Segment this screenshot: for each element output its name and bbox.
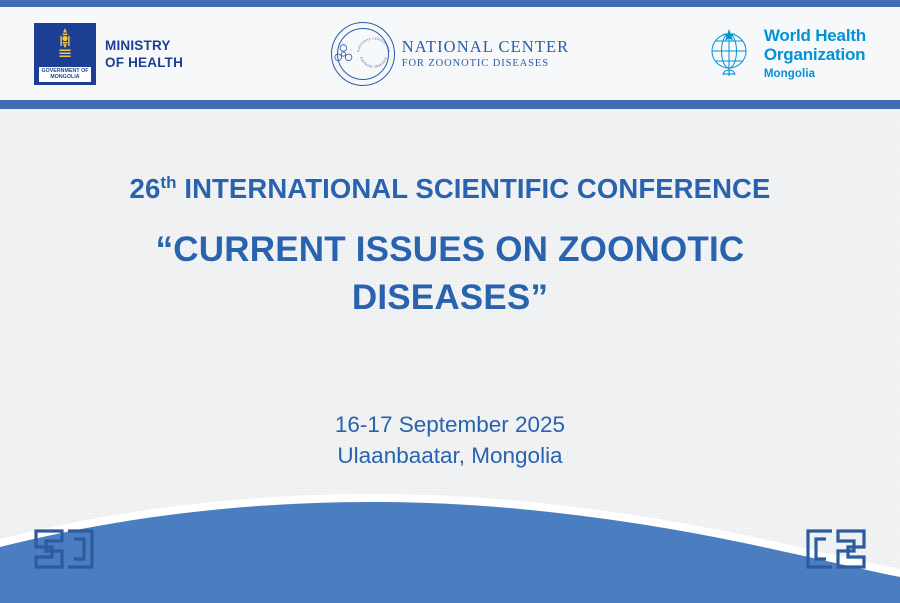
ministry-label-line2: OF HEALTH	[105, 54, 184, 70]
ministry-label-line1: MINISTRY	[105, 37, 171, 53]
conference-ordinal: 26	[129, 173, 161, 204]
mongolia-state-emblem-icon	[34, 23, 96, 85]
header-divider-bar	[0, 100, 900, 109]
mongolian-knot-icon-right	[800, 521, 878, 577]
conference-title-line	[0, 172, 900, 206]
biohazard-icon	[332, 36, 355, 72]
svg-text:NATIONAL CENTER FOR: NATIONAL CENTER FOR	[356, 35, 392, 53]
event-location: Ulaanbaatar, Mongolia	[337, 443, 563, 468]
logo-world-health-organization	[589, 27, 900, 81]
ncz-label-line2: FOR ZOONOTIC DISEASES	[401, 58, 549, 70]
soyombo-icon	[55, 27, 75, 65]
emblem-caption	[39, 67, 91, 82]
conference-ordinal-suffix: th	[160, 172, 177, 192]
who-label-line1: World Health	[763, 26, 866, 45]
who-label-line3: Mongolia	[763, 68, 816, 80]
logo-ministry-of-health	[0, 23, 311, 85]
conference-title-text: INTERNATIONAL SCIENTIFIC CONFERENCE	[176, 173, 771, 204]
svg-text:ZOONOTIC DISEASES: ZOONOTIC DISEASES	[359, 55, 389, 69]
who-emblem-icon	[702, 27, 756, 81]
footer-wave-decoration	[0, 443, 900, 603]
header-logo-bar	[0, 7, 900, 100]
event-date: 16-17 September 2025	[334, 412, 566, 437]
ncz-label-line1: NATIONAL CENTER	[401, 36, 570, 56]
emblem-caption-line1: GOVERNMENT OF	[41, 67, 89, 74]
conference-theme: “CURRENT ISSUES ON ZOONOTIC DISEASES”	[155, 230, 745, 317]
who-label-line2: Organization	[763, 44, 866, 64]
top-accent-bar	[0, 0, 900, 7]
ncz-seal-ring-text	[354, 23, 393, 85]
ncz-seal-icon	[331, 22, 395, 86]
emblem-caption-line2: MONGOLIA	[50, 74, 80, 80]
title-block	[0, 172, 900, 322]
ministry-of-health-label	[105, 37, 183, 71]
ncz-label	[402, 37, 570, 71]
who-label	[764, 27, 866, 80]
mongolian-knot-icon-left	[22, 521, 100, 577]
logo-national-center-zoonotic-diseases	[311, 22, 588, 86]
